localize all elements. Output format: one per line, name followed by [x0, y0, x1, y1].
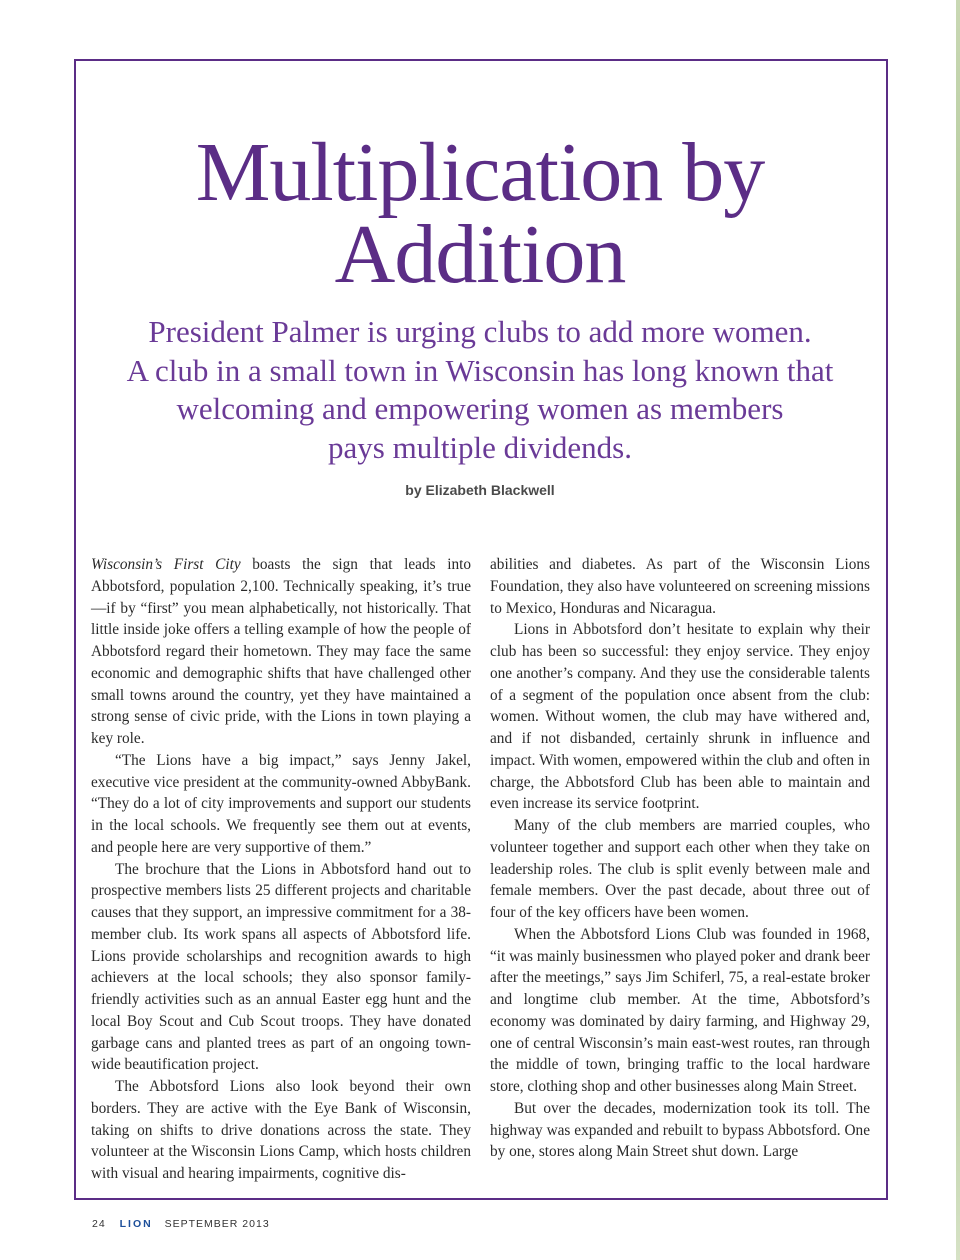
left-paragraph-1-text: boasts the sign that leads into Abbotsford, population 2,100. Technically speaking, it’s true—if by “first” you mean alphabetically, not historically. That little inside joke offers a telling example of how the people of Abbotsford regard their hometown. They may face the same economic and demographic shifts that have challenged other small towns around the country, yet they have maintained a strong sense of civic pride, with the Lions in town playing a key role.	[91, 556, 471, 747]
right-paragraph-3: Many of the club members are married couples, who volunteer together and support each other when they take on leadership roles. The club is split evenly between male and female members. Over the past decade, about three out of four of the key officers have been women.	[490, 817, 870, 921]
deck-line-2: A club in a small town in Wisconsin has long known that	[126, 352, 834, 388]
deck-line-1: President Palmer is urging clubs to add more women.	[148, 314, 812, 349]
byline: by Elizabeth Blackwell	[405, 482, 555, 498]
magazine-name: LION	[119, 1218, 153, 1230]
title-line-2: Addition	[334, 208, 626, 301]
article-deck	[90, 313, 870, 467]
page-footer	[92, 1218, 270, 1230]
right-paragraph-4: When the Abbotsford Lions Club was founded in 1968, “it was mainly businessmen who played poker and drank beer after the meetings,” says Jim Schiferl, 75, a real-estate broker and longtime club member. At the time, Abbotsford’s economy was dominated by dairy farming, and Highway 29, one of central Wisconsin’s main east-west routes, ran through the middle of town, bringing traffic to the local hardware store, clothing shop and other businesses along Main Street.	[490, 925, 870, 1095]
sign-quote: Wisconsin’s First City	[91, 556, 241, 573]
right-column	[490, 554, 870, 1163]
left-paragraph-2: “The Lions have a big impact,” says Jenny Jakel, executive vice president at the community-owned AbbyBank. “They do a lot of city improvements and support our students in the local schools. We frequently see them out at events, and people here are very supportive of them.”	[91, 751, 471, 856]
article-title	[0, 126, 960, 301]
left-paragraph-4: The Abbotsford Lions also look beyond their own borders. They are active with the Eye Bank of Wisconsin, taking on shifts to drive donations across the state. They volunteer at the Wisconsin Lions Camp, which hosts children with visual and hearing impairments, cognitive dis-	[91, 1078, 471, 1182]
title-line-1: Multiplication by	[195, 126, 765, 219]
deck-line-4: pays multiple dividends.	[328, 429, 632, 465]
right-paragraph-2: Lions in Abbotsford don’t hesitate to explain why their club has been so successful: they enjoy service. They enjoy one another’s company. And they use the considerable talents of a segment of the population once absent from the club: women. Without women, the club may have withered and, and if not disbanded, certainly shrunk in influence and impact. With women, empowered within the club and often in charge, the Abbotsford Club has been able to maintain and even increase its service footprint.	[490, 621, 870, 813]
deck-line-3: welcoming and empowering women as members	[176, 391, 784, 426]
issue-date: SEPTEMBER 2013	[164, 1218, 270, 1230]
left-paragraph-1	[91, 554, 471, 750]
page-number: 24	[92, 1218, 106, 1230]
left-paragraph-3: The brochure that the Lions in Abbotsford hand out to prospective members lists 25 different projects and charitable causes that they support, an impressive commitment for a 38-member club. Its work spans all aspects of Abbotsford life. Lions provide scholarships and recognition awards to high achievers at the local schools; they also sponsor family-friendly activities such as an annual Easter egg hunt and the local Boy Scout and Cub Scout troops. They have donated garbage cans and planted trees as part of an ongoing town-wide beautification project.	[91, 860, 471, 1074]
left-column	[91, 554, 471, 1185]
right-paragraph-5: But over the decades, modernization took its toll. The highway was expanded and rebuilt to bypass Abbotsford. One by one, stores along Main Street shut down. Large	[490, 1099, 870, 1161]
right-paragraph-1: abilities and diabetes. As part of the Wisconsin Lions Foundation, they also have volunteered on screening missions to Mexico, Honduras and Nicaragua.	[490, 556, 870, 617]
